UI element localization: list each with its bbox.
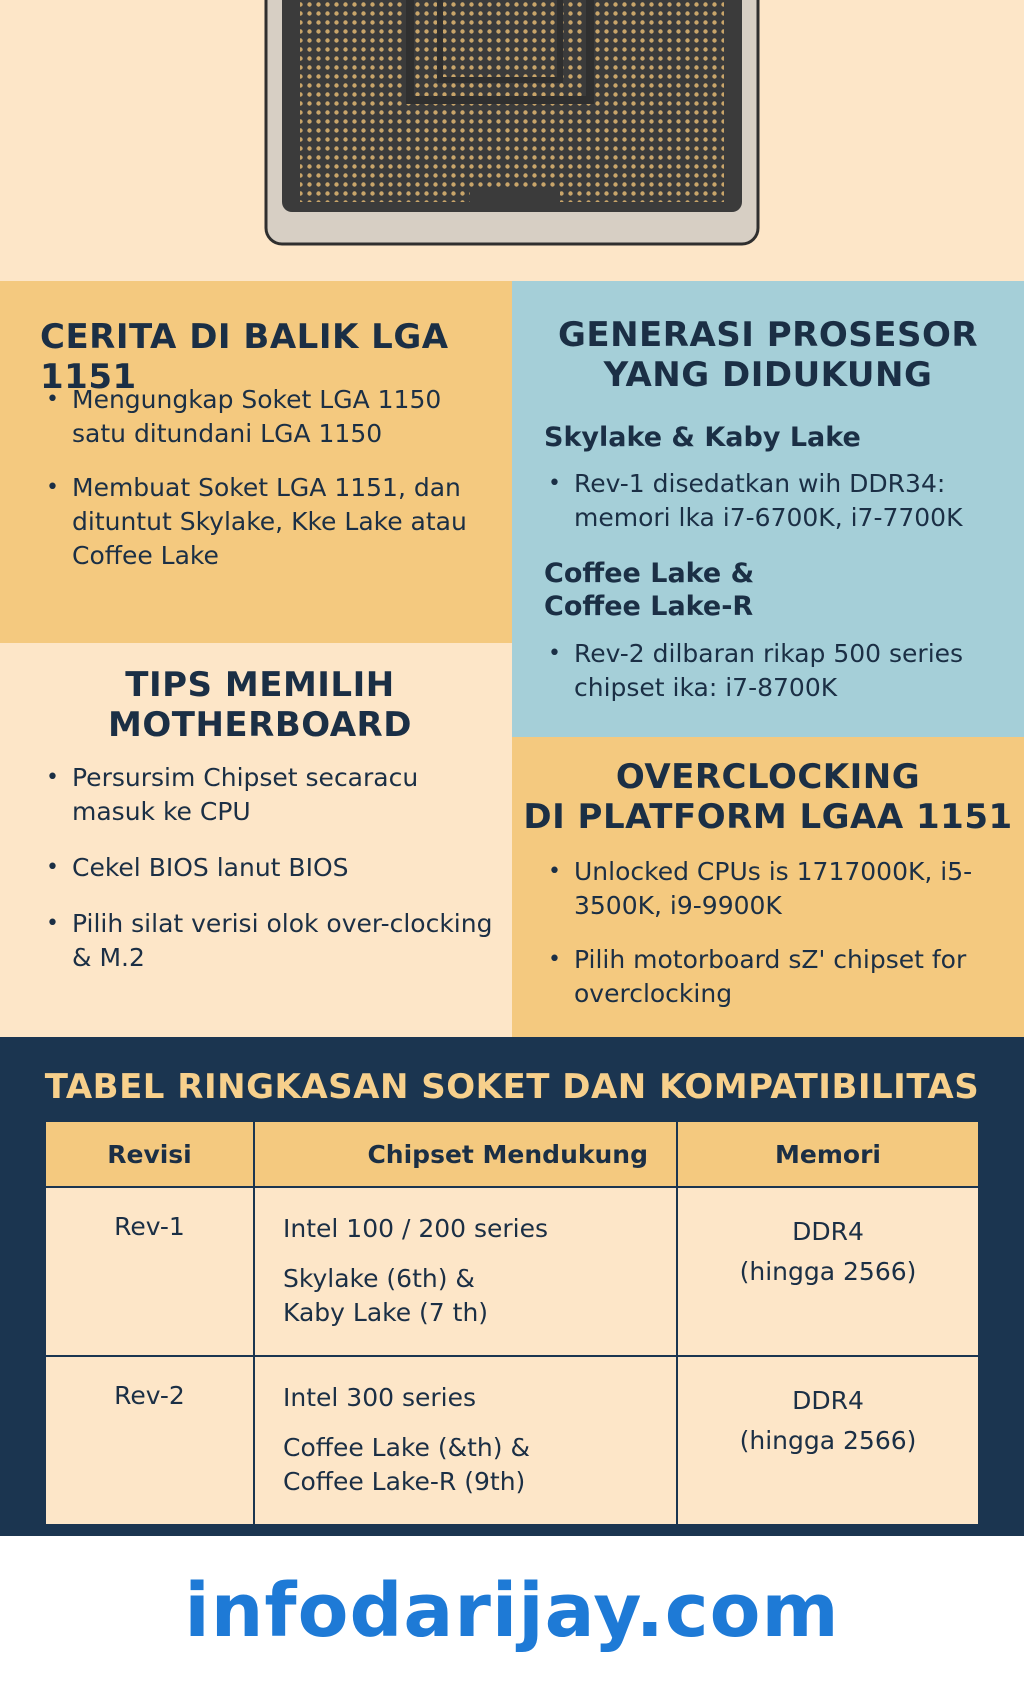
tips-bullet-list <box>42 761 502 997</box>
overclocking-panel <box>512 737 1024 1037</box>
generation-group-2-title-line1: Coffee Lake & <box>544 558 755 589</box>
story-bullet-list <box>42 383 502 593</box>
tips-panel <box>0 643 512 1037</box>
tips-heading-line2: MOTHERBOARD <box>108 705 412 745</box>
generations-panel <box>512 281 1024 737</box>
column-header-revisi: Revisi <box>45 1121 254 1187</box>
generation-group-1-bullet: • Rev-1 disedatkan wih DDR34: memori lka i7-6700K, i7-7700K <box>544 467 1014 535</box>
story-heading: CERITA DI BALIK LGA 1151 <box>40 317 449 397</box>
compatibility-table-section <box>0 1037 1024 1536</box>
cpu-socket-icon <box>260 0 760 250</box>
tips-heading-line1: TIPS MEMILIH <box>125 665 395 705</box>
table-header-row <box>45 1121 979 1187</box>
cell-chipset <box>254 1356 677 1525</box>
overclocking-bullet-1: • Unlocked CPUs is 1717000K, i5-3500K, i9-9900K <box>544 855 1014 923</box>
overclocking-bullet-list <box>544 855 1014 1031</box>
cell-revisi: Rev-1 <box>45 1187 254 1356</box>
column-header-memori: Memori <box>677 1121 979 1187</box>
table-row <box>45 1356 979 1525</box>
story-bullet-1: • Mengungkap Soket LGA 1150 satu ditundani LGA 1150 <box>42 383 502 451</box>
generation-group-2-title-line2: Coffee Lake-R <box>544 591 754 622</box>
overclocking-heading-line2: DI PLATFORM LGAA 1151 <box>523 797 1013 837</box>
generation-group-1-title: Skylake & Kaby Lake <box>544 422 861 453</box>
story-bullet-2: • Membuat Soket LGA 1151, dan dituntut Skylake, Kke Lake atau Coffee Lake <box>42 471 502 573</box>
memory-limit: (hingga 2566) <box>739 1257 917 1286</box>
footer <box>0 1536 1024 1700</box>
table-title: TABEL RINGKASAN SOKET DAN KOMPATIBILITAS <box>44 1067 980 1107</box>
cell-revisi: Rev-2 <box>45 1356 254 1525</box>
generation-group-1-list <box>544 467 1014 535</box>
generations-heading <box>512 315 1024 395</box>
generation-group-2-list <box>544 637 1014 705</box>
chipset-gen-line2: Kaby Lake (7 th) <box>283 1298 489 1327</box>
generation-group-2-title <box>544 557 754 623</box>
tips-bullet-3: • Pilih silat verisi olok over-clocking & M.2 <box>42 907 502 975</box>
memory-type: DDR4 <box>792 1217 864 1246</box>
chipset-gen-line1: Coffee Lake (&th) & <box>283 1433 530 1462</box>
overclocking-heading <box>512 757 1024 837</box>
site-brand-link[interactable]: infodarijay.com <box>184 1568 840 1654</box>
column-header-chipset: Chipset Mendukung <box>254 1121 677 1187</box>
generations-heading-line1: GENERASI PROSESOR <box>557 315 979 355</box>
compatibility-table <box>44 1120 980 1526</box>
memory-limit: (hingga 2566) <box>739 1426 917 1455</box>
overclocking-bullet-2: • Pilih motorboard sZ' chipset for overclocking <box>544 943 1014 1011</box>
cell-memori <box>677 1356 979 1525</box>
hero-banner <box>0 0 1024 281</box>
story-panel <box>0 281 512 643</box>
cell-memori <box>677 1187 979 1356</box>
tips-bullet-2: • Cekel BIOS lanut BIOS <box>42 851 502 885</box>
generation-group-2-bullet: • Rev-2 dilbaran rikap 500 series chipset ika: i7-8700K <box>544 637 1014 705</box>
table-row <box>45 1187 979 1356</box>
overclocking-heading-line1: OVERCLOCKING <box>615 757 921 797</box>
chipset-gen-line1: Skylake (6th) & <box>283 1264 475 1293</box>
tips-bullet-1: • Persursim Chipset secaracu masuk ke CPU <box>42 761 502 829</box>
generations-heading-line2: YANG DIDUKUNG <box>603 355 933 395</box>
chipset-series: Intel 100 / 200 series <box>283 1214 549 1243</box>
cell-chipset <box>254 1187 677 1356</box>
chipset-series: Intel 300 series <box>283 1383 476 1412</box>
chipset-gen-line2: Coffee Lake-R (9th) <box>283 1467 526 1496</box>
memory-type: DDR4 <box>792 1386 864 1415</box>
tips-heading <box>0 665 520 745</box>
